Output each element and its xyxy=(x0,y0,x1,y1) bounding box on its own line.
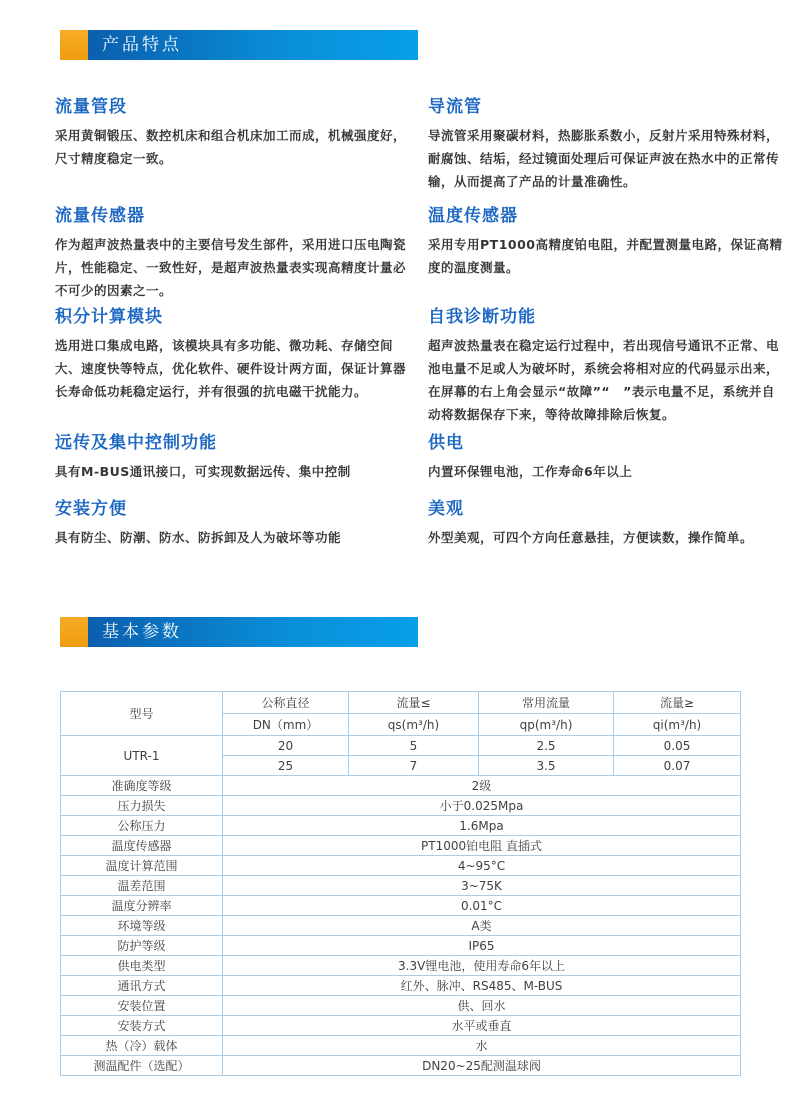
feature-body: 选用进口集成电路，该模块具有多功能、微功耗、存储空间大、速度快等特点，优化软件、硬件设计两方面，保证计算器长寿命低功耗稳定运行，并有很强的抗电磁干扰能力。 xyxy=(55,338,407,399)
feature-title: 导流管 xyxy=(428,97,482,117)
feature-body: 采用专用PT1000高精度铂电阻，并配置测量电路，保证高精度的温度测量。 xyxy=(428,237,783,275)
feature-remote-control xyxy=(55,428,418,494)
spec-value: 4~95°C xyxy=(223,856,741,876)
table-row-spec xyxy=(61,956,741,976)
feature-title: 远传及集中控制功能 xyxy=(55,433,217,453)
spec-label: 环境等级 xyxy=(61,916,223,936)
spec-value: 3.3V锂电池，使用寿命6年以上 xyxy=(223,956,741,976)
cell-dn: 20 xyxy=(223,736,349,756)
table-row-spec xyxy=(61,816,741,836)
feature-easy-install xyxy=(55,494,418,549)
feature-row xyxy=(55,302,790,428)
spec-value: A类 xyxy=(223,916,741,936)
feature-self-diagnosis xyxy=(428,302,790,428)
feature-row xyxy=(55,201,790,302)
feature-appearance xyxy=(428,494,790,549)
feature-row xyxy=(55,92,790,201)
feature-body: 外型美观，可四个方向任意悬挂，方便读数，操作简单。 xyxy=(428,530,754,545)
feature-power-supply xyxy=(428,428,790,494)
table-row-spec xyxy=(61,1056,741,1076)
feature-body: 内置环保锂电池，工作寿命6年以上 xyxy=(428,464,633,479)
spec-label: 通讯方式 xyxy=(61,976,223,996)
col-unit-dn: DN（mm） xyxy=(223,714,349,736)
feature-title: 流量传感器 xyxy=(55,206,145,226)
cell-dn: 25 xyxy=(223,756,349,776)
params-section-title: 基本参数 xyxy=(88,617,418,647)
feature-title: 供电 xyxy=(428,433,464,453)
spec-label: 安装方式 xyxy=(61,1016,223,1036)
table-row-spec xyxy=(61,896,741,916)
spec-value: 1.6Mpa xyxy=(223,816,741,836)
table-row-spec xyxy=(61,1036,741,1056)
model-header-cell: 型号 xyxy=(61,692,223,736)
cell-qp: 2.5 xyxy=(479,736,614,756)
spec-label: 防护等级 xyxy=(61,936,223,956)
feature-integral-module xyxy=(55,302,418,428)
spec-value: 3~75K xyxy=(223,876,741,896)
table-row-spec xyxy=(61,1016,741,1036)
spec-label: 供电类型 xyxy=(61,956,223,976)
col-header-qs: 流量≤ xyxy=(349,692,479,714)
feature-flow-sensor xyxy=(55,201,418,302)
col-header-qp: 常用流量 xyxy=(479,692,614,714)
table-row-spec xyxy=(61,776,741,796)
table-row-spec xyxy=(61,936,741,956)
col-unit-qp: qp(m³/h) xyxy=(479,714,614,736)
feature-title: 温度传感器 xyxy=(428,206,518,226)
cell-qs: 5 xyxy=(349,736,479,756)
col-header-qi: 流量≥ xyxy=(614,692,741,714)
spec-label: 安装位置 xyxy=(61,996,223,1016)
col-unit-qs: qs(m³/h) xyxy=(349,714,479,736)
table-row-spec xyxy=(61,916,741,936)
col-header-dn: 公称直径 xyxy=(223,692,349,714)
spec-label: 温度传感器 xyxy=(61,836,223,856)
feature-body: 导流管采用聚碳材料，热膨胀系数小，反射片采用特殊材料，耐腐蚀、结垢，经过镜面处理后可保证声波在热水中的正常传输，从而提高了产品的计量准确性。 xyxy=(428,128,780,189)
cell-qi: 0.07 xyxy=(614,756,741,776)
table-row-spec xyxy=(61,856,741,876)
spec-label: 压力损失 xyxy=(61,796,223,816)
feature-body: 具有防尘、防潮、防水、防拆卸及人为破坏等功能 xyxy=(55,530,342,545)
table-row-spec xyxy=(61,836,741,856)
spec-value: 2级 xyxy=(223,776,741,796)
feature-row xyxy=(55,494,790,549)
table-row-spec xyxy=(61,996,741,1016)
spec-value: 红外、脉冲、RS485、M-BUS xyxy=(223,976,741,996)
spec-value: 小于0.025Mpa xyxy=(223,796,741,816)
feature-guide-tube xyxy=(428,92,790,201)
feature-temp-sensor xyxy=(428,201,790,302)
spec-value: 水 xyxy=(223,1036,741,1056)
spec-label: 温度计算范围 xyxy=(61,856,223,876)
feature-body: 超声波热量表在稳定运行过程中，若出现信号通讯不正常、电池电量不足或人为破坏时，系统会将相对应的代码显示出来，在屏幕的右上角会显示“故障”“ ”表示电量不足，系统并自动将数据保存下来，等待故障排除后恢复。 xyxy=(428,338,780,422)
spec-label: 测温配件（选配） xyxy=(61,1056,223,1076)
spec-value: 0.01°C xyxy=(223,896,741,916)
table-row-spec xyxy=(61,976,741,996)
feature-body: 作为超声波热量表中的主要信号发生部件，采用进口压电陶瓷片，性能稳定、一致性好，是超声波热量表实现高精度计量必不可少的因素之一。 xyxy=(55,237,407,298)
params-section-header xyxy=(60,617,418,647)
basic-params-table xyxy=(60,691,741,1076)
table-row-spec xyxy=(61,796,741,816)
spec-label: 热（冷）载体 xyxy=(61,1036,223,1056)
features-grid xyxy=(0,92,800,549)
spec-label: 准确度等级 xyxy=(61,776,223,796)
model-value-cell: UTR-1 xyxy=(61,736,223,776)
feature-body: 具有M-BUS通讯接口，可实现数据远传、集中控制 xyxy=(55,464,351,479)
col-unit-qi: qi(m³/h) xyxy=(614,714,741,736)
feature-title: 积分计算模块 xyxy=(55,307,163,327)
table-row-flow-1 xyxy=(61,736,741,756)
feature-title: 美观 xyxy=(428,499,464,519)
feature-title: 安装方便 xyxy=(55,499,127,519)
orange-accent-block xyxy=(60,617,88,647)
feature-title: 流量管段 xyxy=(55,97,127,117)
cell-qs: 7 xyxy=(349,756,479,776)
spec-value: PT1000铂电阻 直插式 xyxy=(223,836,741,856)
spec-label: 温差范围 xyxy=(61,876,223,896)
spec-value: IP65 xyxy=(223,936,741,956)
table-row-spec xyxy=(61,876,741,896)
spec-value: DN20~25配测温球阀 xyxy=(223,1056,741,1076)
cell-qp: 3.5 xyxy=(479,756,614,776)
feature-row xyxy=(55,428,790,494)
spec-label: 公称压力 xyxy=(61,816,223,836)
spec-value: 水平或垂直 xyxy=(223,1016,741,1036)
spec-label: 温度分辨率 xyxy=(61,896,223,916)
table-header-row xyxy=(61,692,741,714)
params-table-wrap xyxy=(60,691,800,1076)
feature-flow-tube xyxy=(55,92,418,201)
cell-qi: 0.05 xyxy=(614,736,741,756)
feature-body: 采用黄铜锻压、数控机床和组合机床加工而成，机械强度好，尺寸精度稳定一致。 xyxy=(55,128,407,166)
features-section-header xyxy=(60,30,418,60)
features-section-title: 产品特点 xyxy=(88,30,418,60)
orange-accent-block xyxy=(60,30,88,60)
spec-value: 供、回水 xyxy=(223,996,741,1016)
feature-title: 自我诊断功能 xyxy=(428,307,536,327)
